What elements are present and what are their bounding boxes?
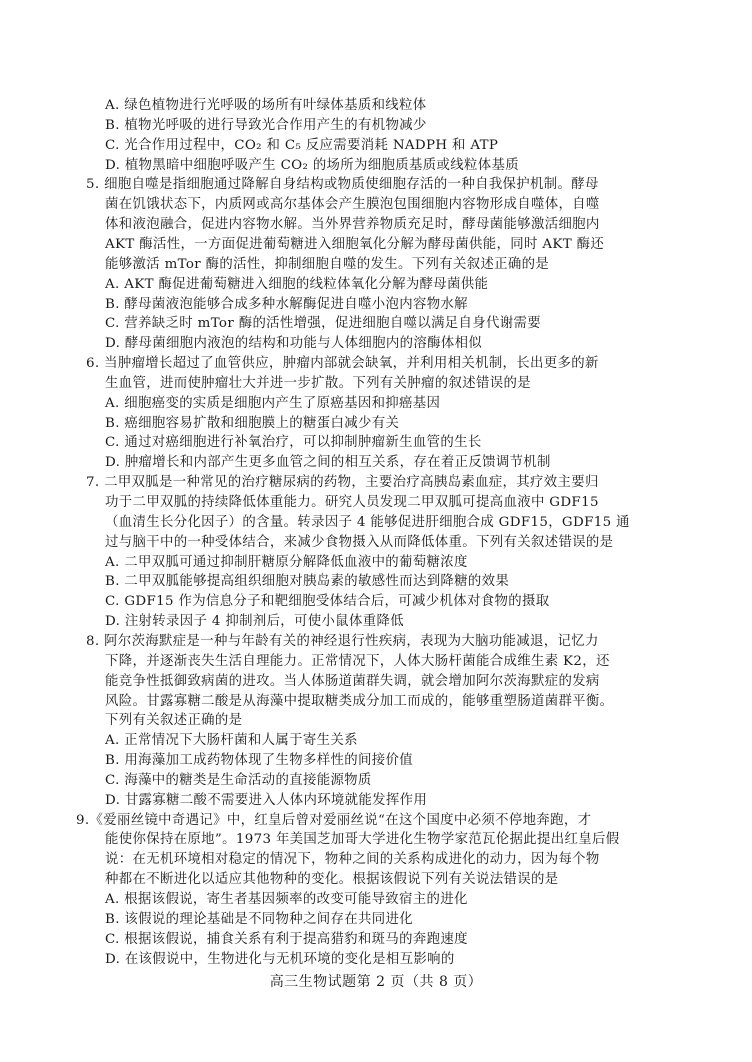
q6-option-b: B. 癌细胞容易扩散和细胞膜上的糖蛋白减少有关 — [105, 415, 400, 431]
q9-stem-line: 种都在不断进化以适应其他物种的变化。根据该假说下列有关说法错误的是 — [105, 872, 559, 888]
q5-stem-line: 能够激活 mTor 酶的活性，抑制细胞自噬的发生。下列有关叙述正确的是 — [105, 256, 550, 272]
q6-option-c: C. 通过对癌细胞进行补氧治疗，可以抑制肿瘤新生血管的生长 — [105, 435, 482, 451]
q9-stem-line: 说：在无机环境相对稳定的情况下，物种之间的关系构成进化的动力，因为每个物 — [105, 852, 600, 868]
q7-option-a: A. 二甲双胍可通过抑制肝糖原分解降低血液中的葡萄糖浓度 — [105, 554, 468, 570]
q6-stem-line: 6. 当肿瘤增长超过了血管供应，肿瘤内部就会缺氧，并利用相关机制，长出更多的新 — [86, 356, 599, 372]
q7-stem-line: 过与脑干中的一种受体结合，来减少食物摄入从而降低体重。下列有关叙述错误的是 — [105, 534, 614, 550]
q9-option-d: D. 在该假说中，生物进化与无机环境的变化是相互影响的 — [105, 951, 455, 967]
q8-stem-line: 下列有关叙述正确的是 — [105, 713, 243, 729]
q5-stem-line: AKT 酶活性，一方面促进葡萄糖进入细胞氧化分解为酵母菌供能，同时 AKT 酶还 — [105, 236, 605, 252]
q9-stem-line: 9.《爱丽丝镜中奇遇记》中，红皇后曾对爱丽丝说“在这个国度中必须不停地奔跑，才 — [76, 812, 592, 828]
q7-option-b: B. 二甲双胍能够提高组织细胞对胰岛素的敏感性而达到降糖的效果 — [105, 574, 510, 590]
q9-stem-line: 能使你保持在原地”。1973 年美国芝加哥大学进化生物学家范瓦伦据此提出红皇后假 — [105, 832, 620, 848]
q4-option-a: A. 绿色植物进行光呼吸的场所有叶绿体基质和线粒体 — [105, 98, 427, 113]
q8-stem-line: 8. 阿尔茨海默症是一种与年龄有关的神经退行性疾病，表现为大脑功能减退，记忆力 — [86, 633, 599, 649]
q7-option-c: C. GDF15 作为信息分子和靶细胞受体结合后，可减少机体对食物的摄取 — [105, 594, 550, 610]
q7-stem-line: （血清生长分化因子）的含量。转录因子 4 能够促进肝细胞合成 GDF15，GDF15 通 — [105, 514, 630, 530]
q4-option-c: C. 光合作用过程中，CO₂ 和 C₅ 反应需要消耗 NADPH 和 ATP — [105, 137, 499, 153]
q7-stem-line: 7. 二甲双胍是一种常见的治疗糖尿病的药物，主要治疗高胰岛素血症，其疗效主要归 — [86, 475, 599, 491]
q8-stem-line: 下降，并逐渐丧失生活自理能力。正常情况下，人体大肠杆菌能合成维生素 K2，还 — [105, 653, 610, 669]
q6-option-a: A. 细胞癌变的实质是细胞内产生了原癌基因和抑癌基因 — [105, 395, 441, 411]
q6-stem-line: 生血管，进而使肿瘤壮大并进一步扩散。下列有关肿瘤的叙述错误的是 — [105, 375, 531, 391]
q5-option-b: B. 酵母菌液泡能够合成多种水解酶促进自噬小泡内容物水解 — [105, 296, 468, 312]
q8-option-c: C. 海藻中的糖类是生命活动的直接能源物质 — [105, 772, 372, 788]
q8-stem-line: 风险。甘露寡糖二酸是从海藻中提取糖类成分加工而成的，能够重塑肠道菌群平衡。 — [105, 693, 614, 709]
q5-option-d: D. 酵母菌细胞内液泡的结构和功能与人体细胞内的溶酶体相似 — [105, 336, 483, 352]
q5-stem-line: 5. 细胞自噬是指细胞通过降解自身结构或物质使细胞存活的一种自我保护机制。酵母 — [86, 177, 599, 193]
q8-stem-line: 能竞争性抵御致病菌的进攻。当人体肠道菌群失调，就会增加阿尔茨海默症的发病 — [105, 673, 600, 689]
q6-option-d: D. 肿瘤增长和内部产生更多血管之间的相互关系，存在着正反馈调节机制 — [105, 455, 551, 471]
q8-option-b: B. 用海藻加工成药物体现了生物多样性的间接价值 — [105, 753, 413, 769]
q9-option-b: B. 该假说的理论基础是不同物种之间存在共同进化 — [105, 911, 413, 927]
q5-stem-line: 菌在饥饿状态下，内质网或高尔基体会产生膜泡包围细胞内容物形成自噬体，自噬 — [105, 197, 600, 213]
q5-option-a: A. AKT 酶促进葡萄糖进入细胞的线粒体氧化分解为酵母菌供能 — [105, 276, 489, 292]
q7-option-d: D. 注射转录因子 4 抑制剂后，可使小鼠体重降低 — [105, 614, 404, 630]
q7-stem-line: 功于二甲双胍的持续降低体重能力。研究人员发现二甲双胍可提高血液中 GDF15 — [105, 495, 599, 510]
q8-option-d: D. 甘露寡糖二酸不需要进入人体内环境就能发挥作用 — [105, 792, 428, 808]
q9-option-a: A. 根据该假说，寄生者基因频率的改变可能导致宿主的进化 — [105, 892, 468, 907]
q4-option-b: B. 植物光呼吸的进行导致光合作用产生的有机物减少 — [105, 117, 427, 133]
q8-option-a: A. 正常情况下大肠杆菌和人属于寄生关系 — [105, 733, 358, 749]
q5-stem-line: 体和液泡融合，促进内容物水解。当外界营养物质充足时，酵母菌能够激活细胞内 — [105, 217, 600, 233]
q9-option-c: C. 根据该假说，捕食关系有利于提高猎豹和斑马的奔跑速度 — [105, 931, 468, 947]
q4-option-d: D. 植物黑暗中细胞呼吸产生 CO₂ 的场所为细胞质基质或线粒体基质 — [105, 157, 519, 173]
q5-option-c: C. 营养缺乏时 mTor 酶的活性增强，促进细胞自噬以满足自身代谢需要 — [105, 316, 541, 332]
page-footer: 高三生物试题第 2 页（共 8 页） — [269, 974, 483, 991]
